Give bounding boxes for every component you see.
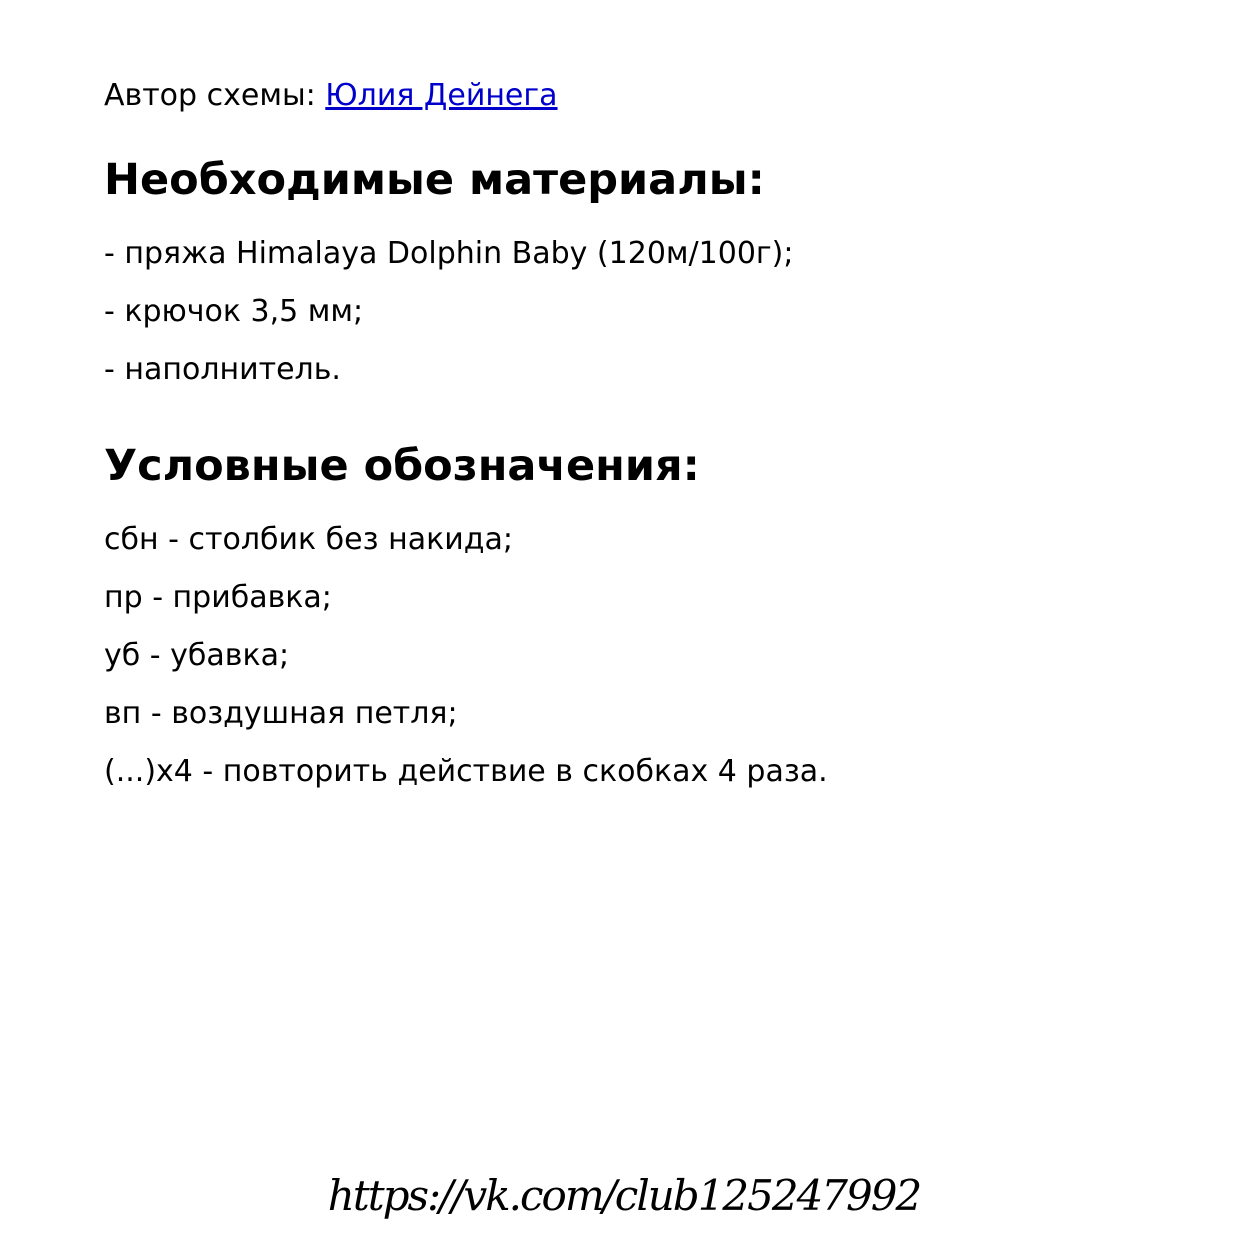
- materials-item-yarn: - пряжа Himalaya Dolphin Baby (120м/100г);: [104, 236, 794, 271]
- legend-item-sbn: сбн - столбик без накида;: [104, 522, 513, 557]
- author-label: Автор схемы:: [104, 78, 326, 113]
- materials-item-filler: - наполнитель.: [104, 352, 341, 387]
- footer-url-watermark: https://vk.com/club125247992: [327, 1171, 921, 1220]
- legend-item-repeat: (...)х4 - повторить действие в скобках 4 раза.: [104, 754, 828, 789]
- legend-item-ub: уб - убавка;: [104, 638, 290, 673]
- materials-item-hook: - крючок 3,5 мм;: [104, 294, 364, 329]
- author-line: [104, 76, 558, 116]
- legend-item-vp: вп - воздушная петля;: [104, 696, 458, 731]
- legend-heading: Условные обозначения:: [104, 441, 700, 491]
- author-link[interactable]: Юлия Дейнега: [325, 78, 558, 113]
- materials-heading: Необходимые материалы:: [104, 155, 765, 205]
- legend-item-pr: пр - прибавка;: [104, 580, 332, 615]
